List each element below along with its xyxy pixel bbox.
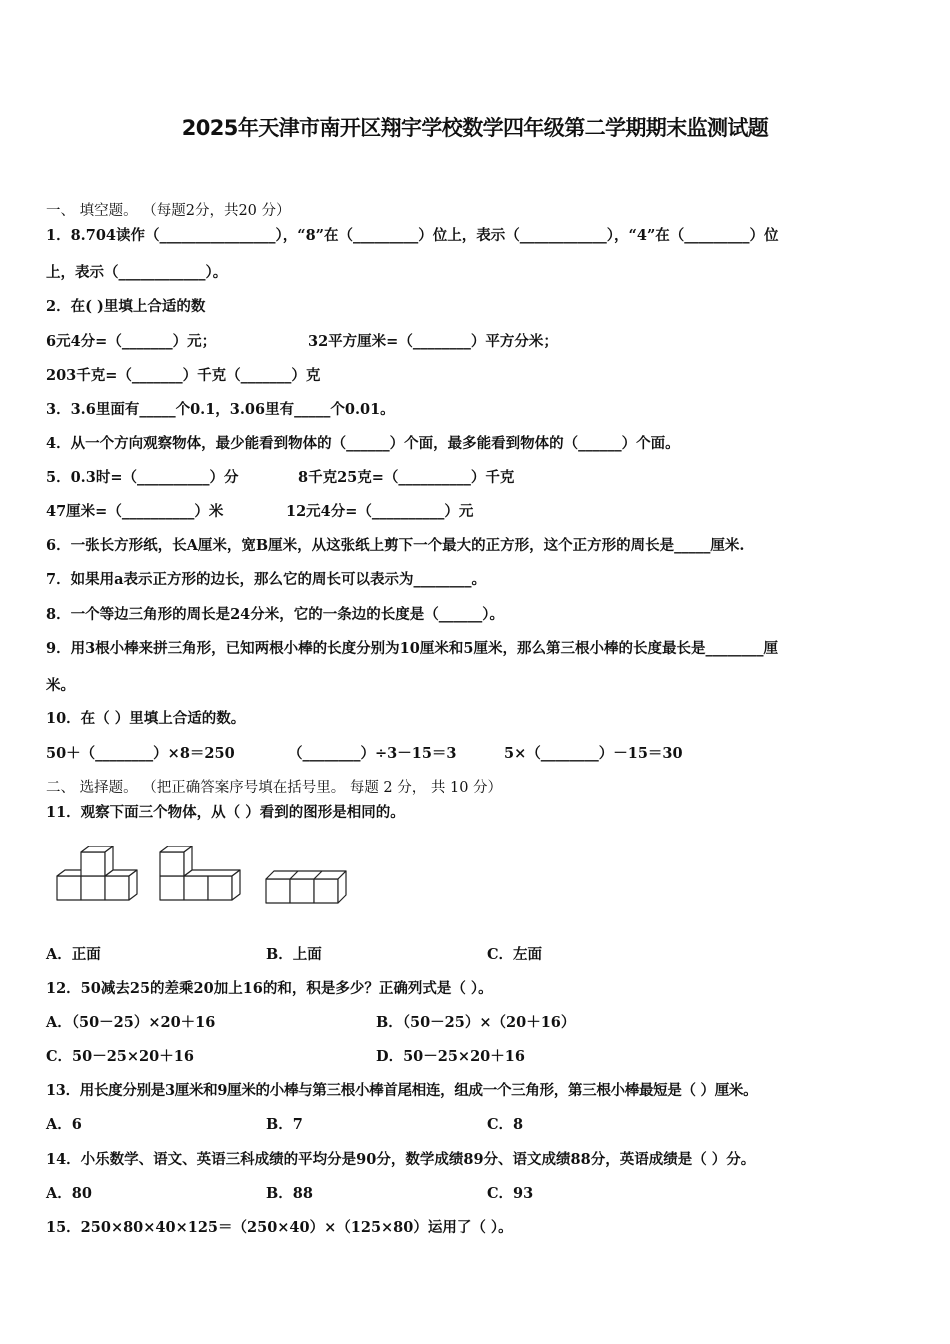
question-10-item-3: 5×（________）－15＝30	[504, 745, 683, 762]
question-6: 6．一张长方形纸，长A厘米，宽B厘米，从这张纸上剪下一个最大的正方形，这个正方形的周长是_____厘米.	[46, 537, 745, 554]
question-12-option-c: C．50－25×20＋16	[46, 1048, 194, 1065]
question-12-option-a: A．（50－25）×20＋16	[46, 1014, 216, 1031]
question-5-item-3: 47厘米=（__________）米	[46, 503, 224, 520]
cube-figures-drawing	[50, 846, 350, 908]
question-12-option-d: D．50－25×20＋16	[376, 1048, 525, 1065]
section-1-heading: 一、 填空题。 （每题2分，共20 分）	[46, 203, 291, 219]
question-2-item-2: 32平方厘米=（________）平方分米；	[308, 333, 558, 350]
cube-figures	[50, 846, 350, 912]
question-8: 8．一个等边三角形的周长是24分米，它的一条边的长度是（______）。	[46, 606, 505, 623]
question-2-item-1: 6元4分=（_______）元；	[46, 333, 217, 350]
section-2-heading: 二、 选择题。 （把正确答案序号填在括号里。 每题 2 分， 共 10 分）	[46, 780, 503, 796]
question-9-line-1: 9．用3根小棒来拼三角形，已知两根小棒的长度分别为10厘米和5厘米，那么第三根小棒的长度最长是________厘	[46, 640, 778, 657]
question-14-option-c: C．93	[487, 1185, 534, 1202]
question-4: 4．从一个方向观察物体，最少能看到物体的（______）个面，最多能看到物体的（______）个面。	[46, 435, 680, 452]
question-2-item-3: 203千克=（_______）千克（_______）克	[46, 367, 321, 384]
question-10: 10．在（ ）里填上合适的数。	[46, 710, 246, 727]
question-15: 15．250×80×40×125＝（250×40）×（125×80）运用了（ ）。	[46, 1219, 513, 1236]
question-11-option-b: B．上面	[266, 946, 322, 963]
question-5-item-4: 12元4分=（__________）元	[286, 503, 474, 520]
question-5-item-2: 8千克25克=（__________）千克	[298, 469, 515, 486]
cube-figure-2	[160, 846, 240, 900]
question-1-line-1: 1．8.704读作（________________），“8”在（_________）位上，表示（____________），“4”在（_________）位	[46, 227, 779, 244]
question-5-item-1: 5．0.3时=（__________）分	[46, 469, 239, 486]
question-3: 3．3.6里面有_____个0.1，3.06里有_____个0.01。	[46, 401, 395, 418]
question-14-option-b: B．88	[266, 1185, 313, 1202]
question-13-option-a: A．6	[46, 1116, 82, 1133]
question-1-line-2: 上，表示（____________）。	[46, 264, 228, 281]
question-10-item-1: 50＋（________）×8＝250	[46, 745, 235, 762]
question-11-option-a: A．正面	[46, 946, 101, 963]
question-13: 13．用长度分别是3厘米和9厘米的小棒与第三根小棒首尾相连，组成一个三角形，第三根小棒最短是（ ）厘米。	[46, 1082, 758, 1099]
question-13-option-b: B．7	[266, 1116, 303, 1133]
cube-figure-1	[57, 846, 137, 900]
question-9-line-2: 米。	[46, 677, 75, 694]
question-11-option-c: C．左面	[487, 946, 543, 963]
question-12-option-b: B．（50－25）×（20＋16）	[376, 1014, 576, 1031]
question-14: 14．小乐数学、语文、英语三科成绩的平均分是90分，数学成绩89分、语文成绩88分，英语成绩是（ ）分。	[46, 1151, 756, 1168]
page-title: 2025年天津市南开区翔宇学校数学四年级第二学期期末监测试题	[181, 116, 769, 140]
question-14-option-a: A．80	[46, 1185, 92, 1202]
question-11: 11．观察下面三个物体，从（ ）看到的图形是相同的。	[46, 804, 405, 821]
question-7: 7．如果用a表示正方形的边长，那么它的周长可以表示为________。	[46, 571, 486, 588]
question-2: 2．在( )里填上合适的数	[46, 298, 206, 315]
cube-figure-3	[266, 871, 346, 903]
question-10-item-2: （________）÷3－15＝3	[288, 745, 457, 762]
question-12: 12．50减去25的差乘20加上16的和，积是多少？正确列式是（ ）。	[46, 980, 493, 997]
question-13-option-c: C．8	[487, 1116, 524, 1133]
